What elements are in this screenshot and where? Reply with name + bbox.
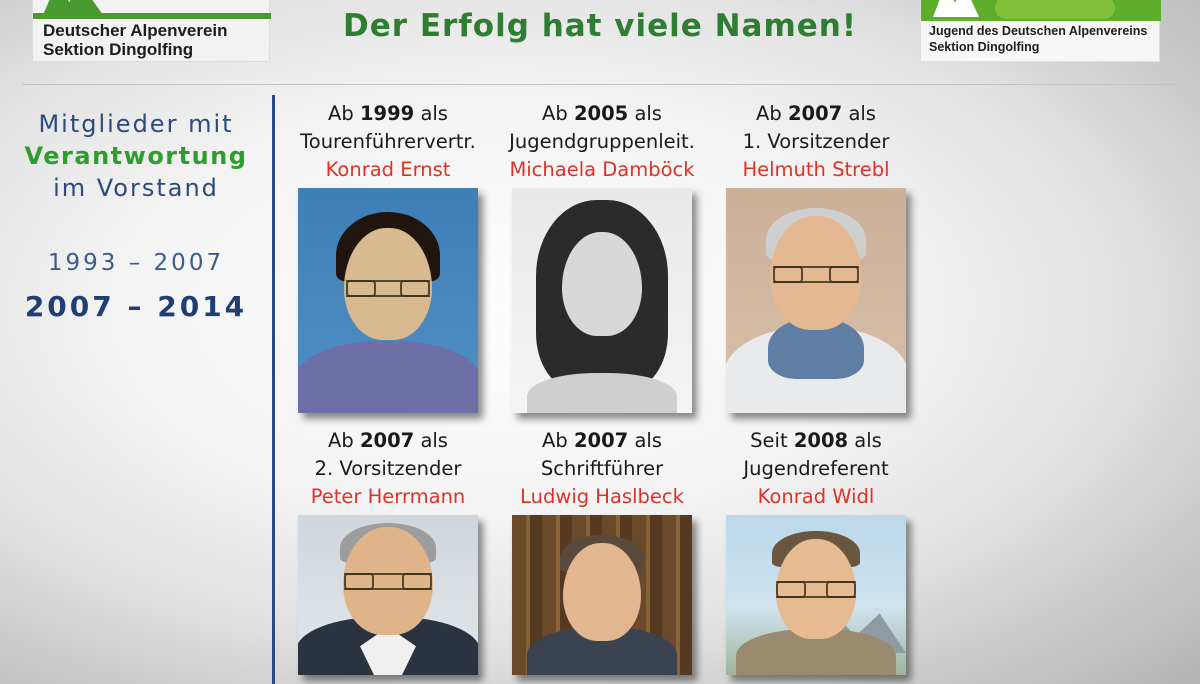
since-suffix: als — [848, 102, 876, 125]
sidebar-period-2: 2007 – 2014 — [24, 290, 248, 323]
slide-header — [0, 0, 1200, 84]
since-year: 2007 — [359, 429, 415, 452]
people-grid — [290, 100, 1190, 675]
person-photo — [726, 188, 906, 413]
since-year: 2008 — [793, 429, 849, 452]
person-since — [504, 100, 700, 128]
sidebar-line3: im Vorstand — [53, 174, 219, 202]
person-card — [290, 427, 486, 675]
person-name: Konrad Ernst — [325, 158, 451, 181]
since-suffix: als — [420, 102, 448, 125]
sidebar-line1: Mitglieder mit — [38, 110, 234, 138]
person-card — [718, 427, 914, 675]
since-suffix: als — [634, 102, 662, 125]
header-divider — [22, 84, 1178, 85]
since-prefix: Ab — [756, 102, 782, 125]
person-photo — [298, 188, 478, 413]
since-year: 2005 — [573, 102, 629, 125]
person-photo — [512, 515, 692, 675]
person-role: 1. Vorsitzender — [742, 130, 890, 153]
logo-left-line1: Deutscher Alpenverein — [43, 21, 228, 40]
person-photo — [298, 515, 478, 675]
logo-right-line1: Jugend des Deutschen Alpenvereins — [929, 24, 1148, 38]
sidebar — [0, 108, 272, 323]
since-prefix: Ab — [328, 102, 354, 125]
person-since — [718, 100, 914, 128]
glasses-icon — [346, 280, 430, 297]
person-card — [504, 100, 700, 413]
page-title: Der Erfolg hat viele Namen! — [343, 8, 857, 44]
since-year: 1999 — [359, 102, 415, 125]
since-year: 2007 — [573, 429, 629, 452]
since-year: 2007 — [787, 102, 843, 125]
vertical-divider — [272, 95, 275, 684]
since-suffix: als — [854, 429, 882, 452]
since-prefix: Ab — [542, 429, 568, 452]
person-since — [290, 427, 486, 455]
since-prefix: Ab — [542, 102, 568, 125]
person-photo — [512, 188, 692, 413]
since-suffix: als — [634, 429, 662, 452]
logo-right-line2: Sektion Dingolfing — [929, 40, 1040, 54]
sidebar-periods — [0, 250, 272, 323]
glasses-icon — [773, 266, 859, 283]
person-name: Peter Herrmann — [310, 485, 466, 508]
glasses-icon — [344, 573, 432, 590]
logo-left-line2: Sektion Dingolfing — [43, 40, 194, 59]
since-prefix: Ab — [328, 429, 354, 452]
person-card — [290, 100, 486, 413]
people-row-2 — [290, 427, 1190, 675]
sidebar-line2: Verantwortung — [24, 142, 248, 170]
person-photo — [726, 515, 906, 675]
person-role: 2. Vorsitzender — [314, 457, 462, 480]
sidebar-period-1: 1993 – 2007 — [47, 250, 225, 276]
people-row-1 — [290, 100, 1190, 413]
person-since — [718, 427, 914, 455]
person-since — [290, 100, 486, 128]
person-role: Jugendreferent — [743, 457, 889, 480]
person-name: Konrad Widl — [757, 485, 875, 508]
glasses-icon — [776, 581, 856, 598]
person-name: Michaela Damböck — [509, 158, 695, 181]
person-role: Tourenführervertr. — [300, 130, 476, 153]
logo-right-blob — [995, 0, 1115, 19]
since-suffix: als — [420, 429, 448, 452]
person-name: Helmuth Strebl — [742, 158, 890, 181]
person-since — [504, 427, 700, 455]
mountain-peak-icon — [933, 0, 979, 17]
person-card — [718, 100, 914, 413]
person-role: Jugendgruppenleit. — [509, 130, 695, 153]
since-prefix: Seit — [750, 429, 788, 452]
logo-jdav-sektion — [920, 0, 1160, 62]
person-role: Schriftführer — [540, 457, 664, 480]
person-card — [504, 427, 700, 675]
person-name: Ludwig Haslbeck — [520, 485, 684, 508]
